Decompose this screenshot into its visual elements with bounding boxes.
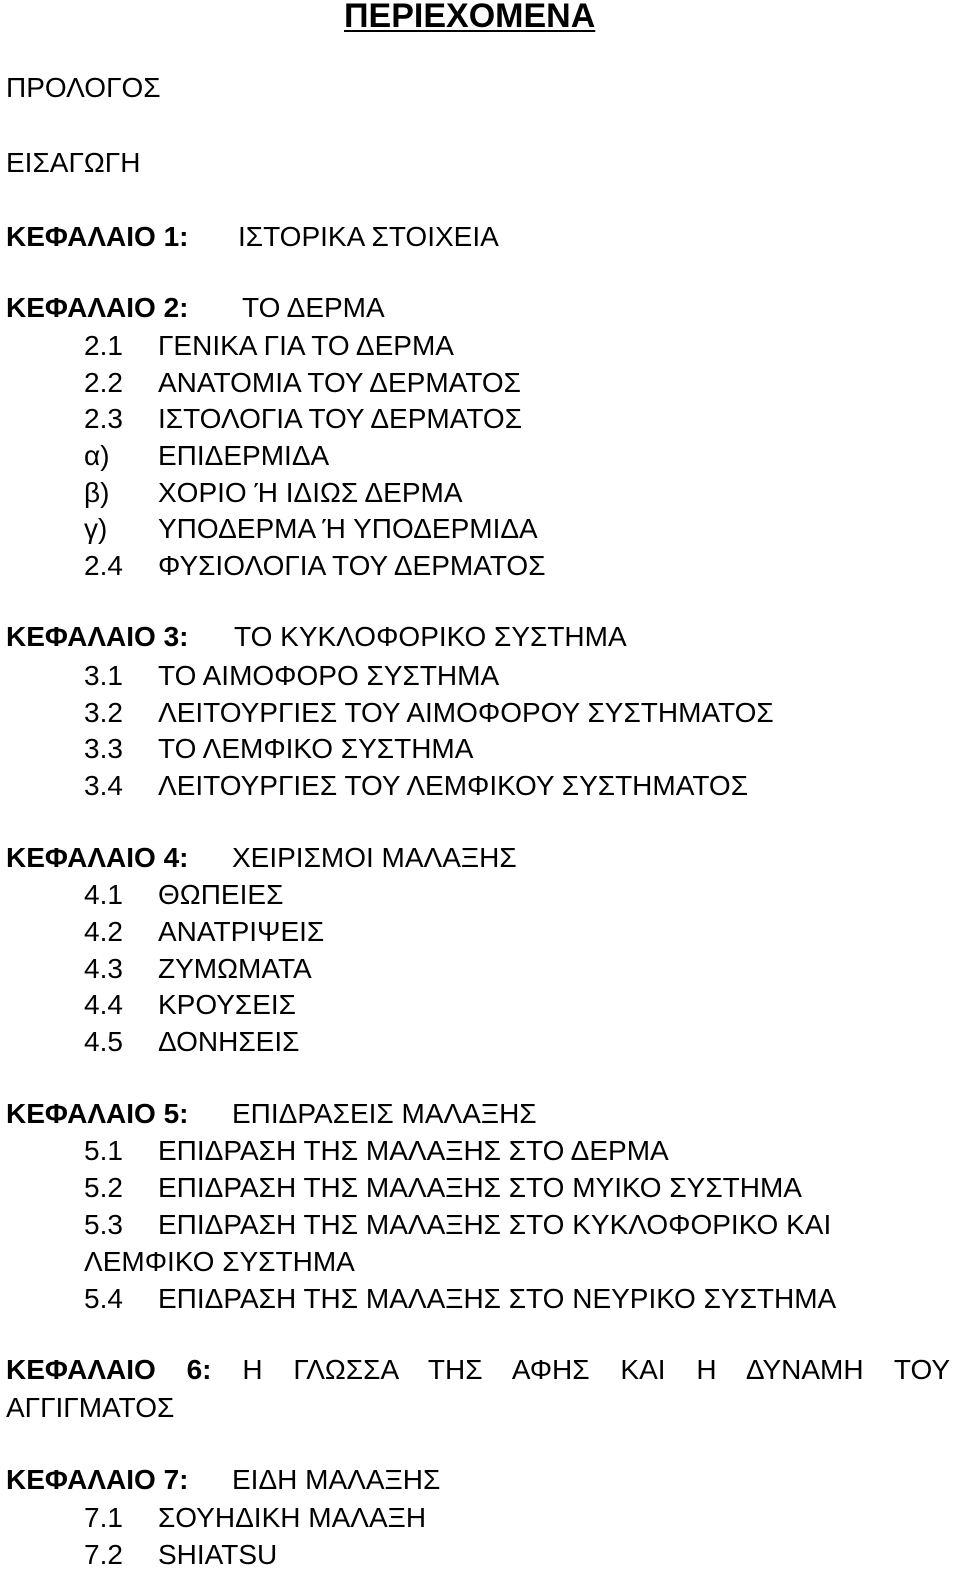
toc-item-3-4: 3.4 ΛΕΙΤΟΥΡΓΙΕΣ ΤΟΥ ΛΕΜΦΙΚΟΥ ΣΥΣΤΗΜΑΤΟΣ xyxy=(84,770,749,801)
toc-item-5-1: 5.1 ΕΠΙΔΡΑΣΗ ΤΗΣ ΜΑΛΑΞΗΣ ΣΤΟ ΔΕΡΜΑ xyxy=(84,1135,669,1166)
chapter-4-heading xyxy=(6,840,517,876)
chapter-2-title: ΤΟ ΔΕΡΜΑ xyxy=(242,292,385,323)
chapter-3-title: ΤΟ ΚΥΚΛΟΦΟΡΙΚΟ ΣΥΣΤΗΜΑ xyxy=(234,621,627,652)
chapter-1-title: ΙΣΤΟΡΙΚΑ ΣΤΟΙΧΕΙΑ xyxy=(238,221,499,252)
toc-item-5-3-continued: ΛΕΜΦΙΚΟ ΣΥΣΤΗΜΑ xyxy=(84,1246,355,1277)
toc-item-5-4: 5.4 ΕΠΙΔΡΑΣΗ ΤΗΣ ΜΑΛΑΞΗΣ ΣΤΟ ΝΕΥΡΙΚΟ ΣΥΣΤΗΜΑ xyxy=(84,1283,837,1314)
chapter-6-label: ΚΕΦΑΛΑΙΟ 6: xyxy=(6,1354,212,1385)
chapter-6-heading: ΚΕΦΑΛΑΙΟ 6: Η ΓΛΩΣΣΑ ΤΗΣ ΑΦΗΣ ΚΑΙ Η ΔΥΝΑΜΗ ΤΟΥ xyxy=(6,1354,951,1385)
chapter-3-label: ΚΕΦΑΛΑΙΟ 3: xyxy=(6,621,189,652)
toc-item-2-3-b: β) ΧΟΡΙΟ Ή ΙΔΙΩΣ ΔΕΡΜΑ xyxy=(84,477,463,508)
toc-item-4-3: 4.3 ΖΥΜΩΜΑΤΑ xyxy=(84,953,312,984)
chapter-6-title-continued: ΑΓΓΙΓΜΑΤΟΣ xyxy=(6,1392,175,1423)
toc-item-4-5: 4.5 ΔΟΝΗΣΕΙΣ xyxy=(84,1026,300,1057)
chapter-5-title: ΕΠΙΔΡΑΣΕΙΣ ΜΑΛΑΞΗΣ xyxy=(232,1098,537,1129)
chapter-2-heading xyxy=(6,290,385,326)
chapter-7-heading xyxy=(6,1462,440,1498)
toc-item-5-3: 5.3 ΕΠΙΔΡΑΣΗ ΤΗΣ ΜΑΛΑΞΗΣ ΣΤΟ ΚΥΚΛΟΦΟΡΙΚΟ ΚΑΙ xyxy=(84,1209,832,1240)
prologue-entry: ΠΡΟΛΟΓΟΣ xyxy=(6,72,161,103)
chapter-7-label: ΚΕΦΑΛΑΙΟ 7: xyxy=(6,1464,189,1495)
toc-item-2-3: 2.3 ΙΣΤΟΛΟΓΙΑ ΤΟΥ ΔΕΡΜΑΤΟΣ xyxy=(84,403,522,434)
toc-item-4-2: 4.2 ΑΝΑΤΡΙΨΕΙΣ xyxy=(84,916,325,947)
toc-item-2-3-a: α) ΕΠΙΔΕΡΜΙΔΑ xyxy=(84,440,330,471)
toc-item-2-2: 2.2 ΑΝΑΤΟΜΙΑ ΤΟΥ ΔΕΡΜΑΤΟΣ xyxy=(84,367,521,398)
toc-item-2-4: 2.4 ΦΥΣΙΟΛΟΓΙΑ ΤΟΥ ΔΕΡΜΑΤΟΣ xyxy=(84,550,546,581)
toc-item-3-2: 3.2 ΛΕΙΤΟΥΡΓΙΕΣ ΤΟΥ ΑΙΜΟΦΟΡΟΥ ΣΥΣΤΗΜΑΤΟΣ xyxy=(84,697,774,728)
toc-item-4-4: 4.4 ΚΡΟΥΣΕΙΣ xyxy=(84,989,296,1020)
toc-item-7-1: 7.1 ΣΟΥΗΔΙΚΗ ΜΑΛΑΞΗ xyxy=(84,1502,427,1533)
toc-item-7-2: 7.2 SHIATSU xyxy=(84,1539,278,1570)
toc-item-5-2: 5.2 ΕΠΙΔΡΑΣΗ ΤΗΣ ΜΑΛΑΞΗΣ ΣΤΟ ΜΥΙΚΟ ΣΥΣΤΗΜΑ xyxy=(84,1172,802,1203)
toc-item-4-1: 4.1 ΘΩΠΕΙΕΣ xyxy=(84,879,284,910)
toc-item-3-3: 3.3 ΤΟ ΛΕΜΦΙΚΟ ΣΥΣΤΗΜΑ xyxy=(84,733,474,764)
introduction-entry: ΕΙΣΑΓΩΓΗ xyxy=(6,147,141,178)
chapter-1-heading xyxy=(6,219,499,255)
chapter-2-label: ΚΕΦΑΛΑΙΟ 2: xyxy=(6,292,189,323)
chapter-7-title: ΕΙΔΗ ΜΑΛΑΞΗΣ xyxy=(232,1464,441,1495)
chapter-4-label: ΚΕΦΑΛΑΙΟ 4: xyxy=(6,842,189,873)
chapter-4-title: ΧΕΙΡΙΣΜΟΙ ΜΑΛΑΞΗΣ xyxy=(232,842,517,873)
toc-item-3-1: 3.1 ΤΟ ΑΙΜΟΦΟΡΟ ΣΥΣΤΗΜΑ xyxy=(84,660,500,691)
chapter-1-label: ΚΕΦΑΛΑΙΟ 1: xyxy=(6,221,189,252)
page-title: ΠΕΡΙΕΧΟΜΕΝΑ xyxy=(344,0,596,35)
toc-item-2-1: 2.1 ΓΕΝΙΚΑ ΓΙΑ ΤΟ ΔΕΡΜΑ xyxy=(84,330,454,361)
chapter-5-label: ΚΕΦΑΛΑΙΟ 5: xyxy=(6,1098,189,1129)
toc-item-2-3-c: γ) ΥΠΟΔΕΡΜΑ Ή ΥΠΟΔΕΡΜΙΔΑ xyxy=(84,513,538,544)
chapter-3-heading xyxy=(6,619,627,655)
chapter-5-heading xyxy=(6,1096,537,1132)
